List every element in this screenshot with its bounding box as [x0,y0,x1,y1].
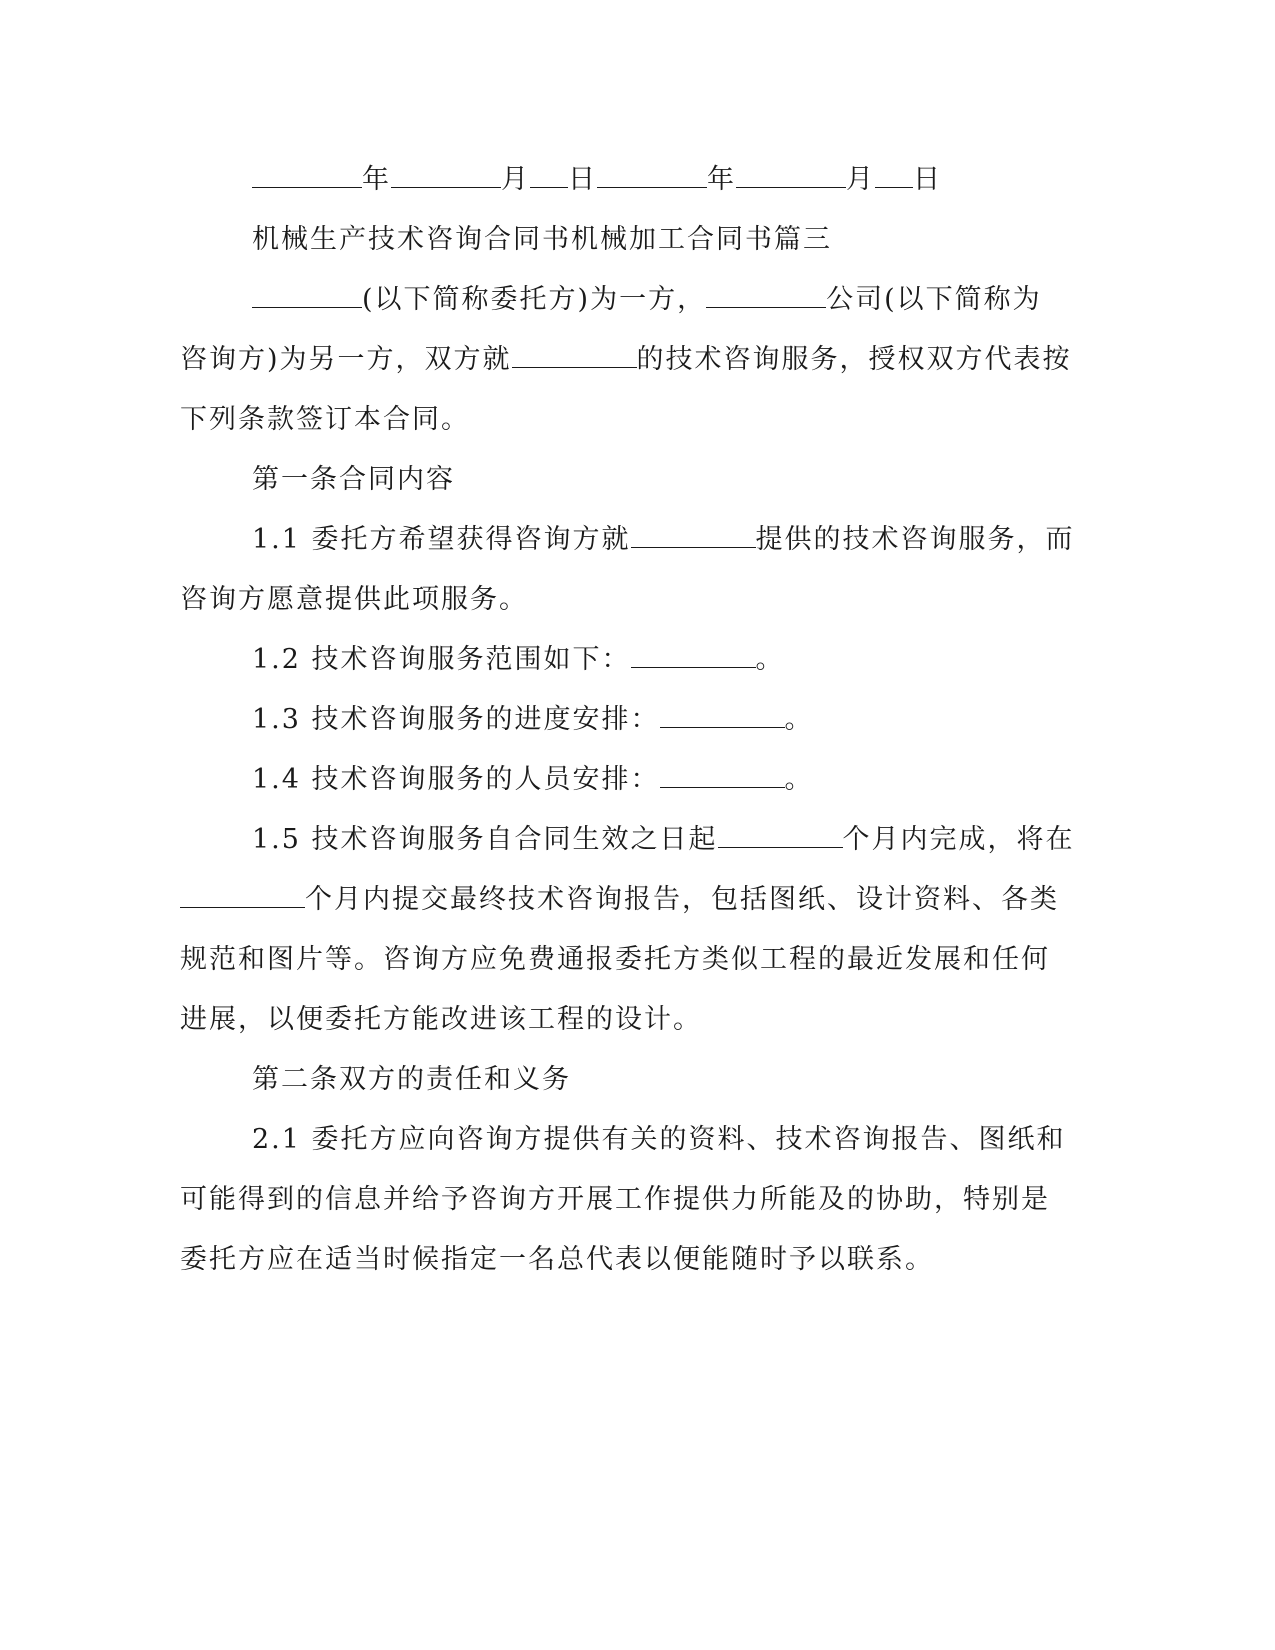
clause-1-5-line-1 [180,810,1075,870]
clause-1-3-end: 。 [784,704,814,735]
month-label-2: 月 [846,164,875,195]
clause-1-4 [180,750,1040,810]
clause-1-1-text-a: 1.1 委托方希望获得咨询方就 [252,524,631,555]
clause-1-5-line-3: 规范和图片等。咨询方应免费通报委托方类似工程的最近发展和任何 [180,944,1050,975]
intro-text-1a: (以下简称委托方)为一方， [362,284,707,315]
intro-line-1 [180,270,1040,330]
clause-1-3-blank[interactable] [660,705,785,728]
consultant-company-blank[interactable] [706,285,826,308]
article-2-title: 第二条双方的责任和义务 [252,1064,571,1095]
clause-1-2 [180,630,1040,690]
day-blank-2[interactable] [875,165,913,188]
clause-1-4-text: 1.4 技术咨询服务的人员安排： [252,764,660,795]
clause-1-1-blank[interactable] [631,525,756,548]
clause-1-5-blank-2[interactable] [180,885,305,908]
month-blank-2[interactable] [736,165,846,188]
service-subject-blank[interactable] [512,345,637,368]
intro-text-2a: 咨询方)为另一方，双方就 [180,344,512,375]
clause-1-5-text-c: 个月内提交最终技术咨询报告，包括图纸、设计资料、各类 [305,884,1059,915]
clause-1-5-line-4: 进展，以便委托方能改进该工程的设计。 [180,1004,702,1035]
clause-2-1-line-3: 委托方应在适当时候指定一名总代表以便能随时予以联系。 [180,1244,934,1275]
clause-1-5-text-a: 1.5 技术咨询服务自合同生效之日起 [252,824,718,855]
signature-date-line [180,150,1040,210]
intro-text-2b: 的技术咨询服务，授权双方代表按 [636,344,1072,375]
clause-1-1-text-b: 提供的技术咨询服务，而 [755,524,1075,555]
clause-1-5-text-b: 个月内完成，将在 [842,824,1075,855]
document-body [180,150,1075,1290]
intro-text-1b: 公司(以下简称为 [826,284,1042,315]
day-label-2: 日 [913,164,942,195]
clause-1-5-blank-1[interactable] [718,825,843,848]
clause-1-5-line-2 [180,870,1059,930]
clause-1-4-blank[interactable] [660,765,785,788]
year-blank-1[interactable] [252,165,362,188]
article-1-title: 第一条合同内容 [252,464,455,495]
clause-1-3-text: 1.3 技术咨询服务的进度安排： [252,704,660,735]
month-blank-1[interactable] [391,165,501,188]
day-blank-1[interactable] [530,165,568,188]
day-label-1: 日 [568,164,597,195]
clause-2-1-line-1: 2.1 委托方应向咨询方提供有关的资料、技术咨询报告、图纸和 [252,1124,1066,1155]
clause-1-2-end: 。 [755,644,785,675]
year-blank-2[interactable] [597,165,707,188]
clause-1-1-line-2: 咨询方愿意提供此项服务。 [180,584,528,615]
month-label-1: 月 [501,164,530,195]
clause-1-2-blank[interactable] [631,645,756,668]
year-label-1: 年 [362,164,391,195]
clause-2-1-line-2: 可能得到的信息并给予咨询方开展工作提供力所能及的协助，特别是 [180,1184,1050,1215]
clause-1-3 [180,690,1040,750]
clause-1-4-end: 。 [784,764,814,795]
year-label-2: 年 [707,164,736,195]
document-heading: 机械生产技术咨询合同书机械加工合同书篇三 [252,224,832,255]
intro-line-2 [180,330,1072,390]
client-name-blank[interactable] [252,285,362,308]
clause-1-2-text: 1.2 技术咨询服务范围如下： [252,644,631,675]
intro-line-3: 下列条款签订本合同。 [180,404,470,435]
clause-1-1-line-1 [180,510,1075,570]
